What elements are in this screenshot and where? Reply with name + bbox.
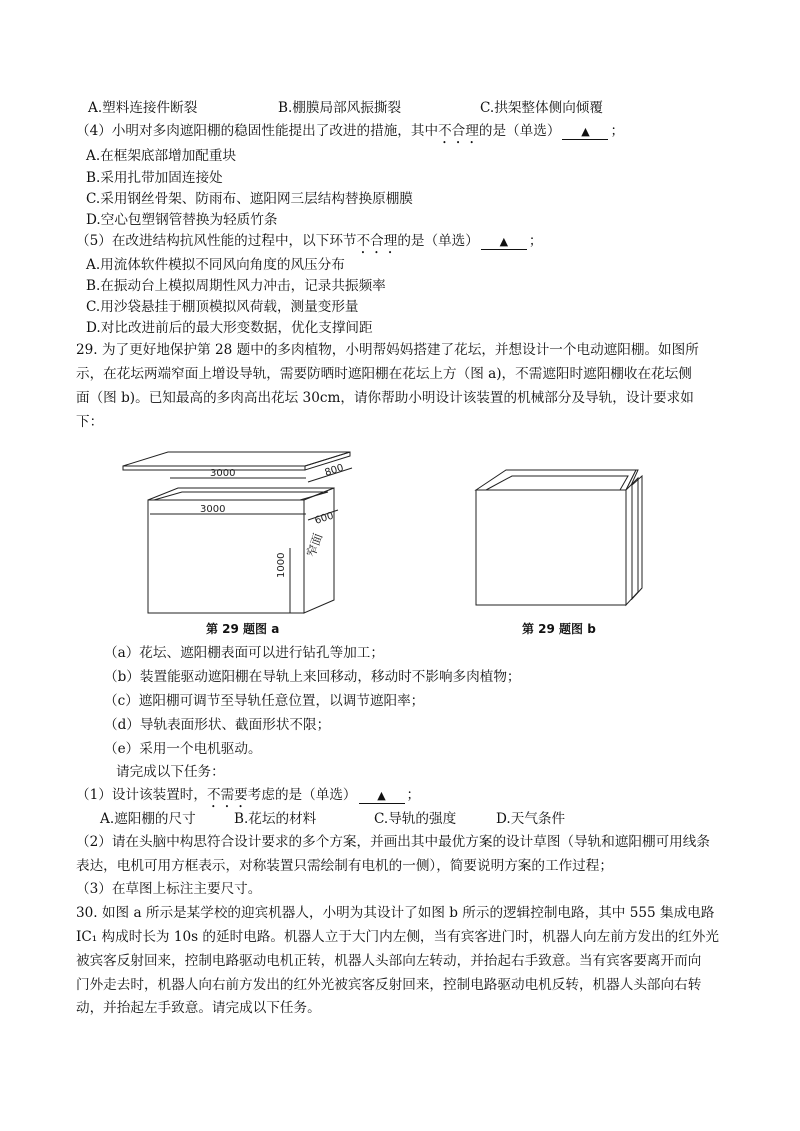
dim-top-width: 800	[323, 462, 346, 479]
q28-4-option-c: C.采用钢丝骨架、防雨布、遮阳网三层结构替换原棚膜	[86, 191, 413, 207]
q29-intro-line: 下：	[76, 414, 104, 430]
q29-task-1-option-a: A.遮阳棚的尺寸	[100, 811, 196, 827]
answer-blank[interactable]: ▲	[562, 125, 608, 140]
q29-task-2-line: （2）请在头脑中构思符合设计要求的多个方案，并画出其中最优方案的设计草图（导轨和遮阳棚可用线条	[76, 834, 710, 850]
answer-blank[interactable]: ▲	[359, 789, 405, 804]
figure-b-diagram	[466, 462, 666, 612]
answer-blank[interactable]: ▲	[481, 235, 527, 250]
dim-top-length: 3000	[210, 468, 236, 479]
q28-5-option-c: C.用沙袋悬挂于棚顶模拟风荷载，测量变形量	[86, 299, 359, 315]
q28-4-question: （4）小明对多肉遮阳棚的稳固性能提出了改进的措施，其中不合理的是（单选） ▲ ；	[76, 123, 625, 139]
narrow-face-label: 窄面	[303, 531, 326, 559]
figure-a-diagram	[118, 448, 368, 618]
q29-task-1-option-d: D.天气条件	[496, 811, 566, 827]
q29-req-a: （a）花坛、遮阳棚表面可以进行钻孔等加工；	[104, 645, 384, 661]
q28-4-option-d: D.空心包塑钢管替换为轻质竹条	[86, 212, 278, 228]
dim-box-height: 1000	[276, 552, 287, 578]
q30-line: IC₁ 构成时长为 10s 的延时电路。机器人立于大门内左侧，当有宾客进门时，机器人向左前方发出的红外光	[76, 929, 719, 945]
q30-line: 门外走去时，机器人向右前方发出的红外光被宾客反射回来，控制电路驱动电机反转，机器人头部向右转	[76, 977, 702, 993]
dim-box-length: 3000	[200, 504, 226, 515]
q29-intro-line: 面（图 b)。已知最高的多肉高出花坛 30cm，请你帮助小明设计该装置的机械部分及导轨，设计要求如	[76, 390, 694, 406]
q30-line: 被宾客反射回来，控制电路驱动电机正转，机器人头部向左转动，并抬起右手致意。当有宾客要离开而向	[76, 953, 702, 969]
q29-req-d: （d）导轨表面形状、截面形状不限；	[104, 717, 331, 733]
q28-5-question: （5）在改进结构抗风性能的过程中，以下环节不合理的是（单选） ▲ ；	[76, 233, 543, 249]
q29-task-1: （1）设计该装置时，不需要考虑的是（单选） ▲ ；	[76, 787, 421, 803]
q29-task-intro: 请完成以下任务：	[116, 764, 225, 780]
q29-task-1-option-b: B.花坛的材料	[234, 811, 317, 827]
q28-4-option-a: A.在框架底部增加配重块	[86, 148, 237, 164]
q29-intro-line: 示，在花坛两端窄面上增设导轨，需要防晒时遮阳棚在花坛上方（图 a)，不需遮阳时遮阳棚收在花坛侧	[76, 366, 692, 382]
q29-req-b: （b）装置能驱动遮阳棚在导轨上来回移动，移动时不影响多肉植物；	[104, 669, 521, 685]
figure-b-caption: 第 29 题图 b	[522, 622, 596, 636]
q30-line: 动，并抬起左手致意。请完成以下任务。	[76, 1000, 321, 1016]
q28-5-option-d: D.对比改进前后的最大形变数据，优化支撑间距	[86, 320, 373, 336]
q29-intro-line: 29. 为了更好地保护第 28 题中的多肉植物，小明帮妈妈搭建了花坛，并想设计一个电动遮阳棚。如图所	[76, 342, 699, 358]
q29-req-c: （c）遮阳棚可调节至导轨任意位置，以调节遮阳率；	[104, 693, 425, 709]
figure-a-caption: 第 29 题图 a	[206, 622, 280, 636]
q28-5-option-b: B.在振动台上模拟周期性风力冲击，记录共振频率	[86, 278, 386, 294]
dim-box-width: 600	[313, 510, 336, 527]
q29-task-1-option-c: C.导轨的强度	[374, 811, 457, 827]
q30-line: 30. 如图 a 所示是某学校的迎宾机器人，小明为其设计了如图 b 所示的逻辑控制电路，其中 555 集成电路	[76, 905, 715, 921]
q28-option-c: C.拱架整体侧向倾覆	[480, 100, 603, 116]
q28-4-option-b: B.采用扎带加固连接处	[86, 170, 223, 186]
q28-option-a: A.塑料连接件断裂	[88, 100, 198, 116]
q29-req-e: （e）采用一个电机驱动。	[104, 741, 262, 757]
q29-task-3: （3）在草图上标注主要尺寸。	[76, 881, 262, 897]
q29-task-2-line: 表达，电机可用方框表示，对称装置只需绘制有电机的一侧），简要说明方案的工作过程；	[76, 858, 613, 874]
q28-5-option-a: A.用流体软件模拟不同风向角度的风压分布	[86, 257, 345, 273]
q28-option-b: B.棚膜局部风振撕裂	[278, 100, 402, 116]
